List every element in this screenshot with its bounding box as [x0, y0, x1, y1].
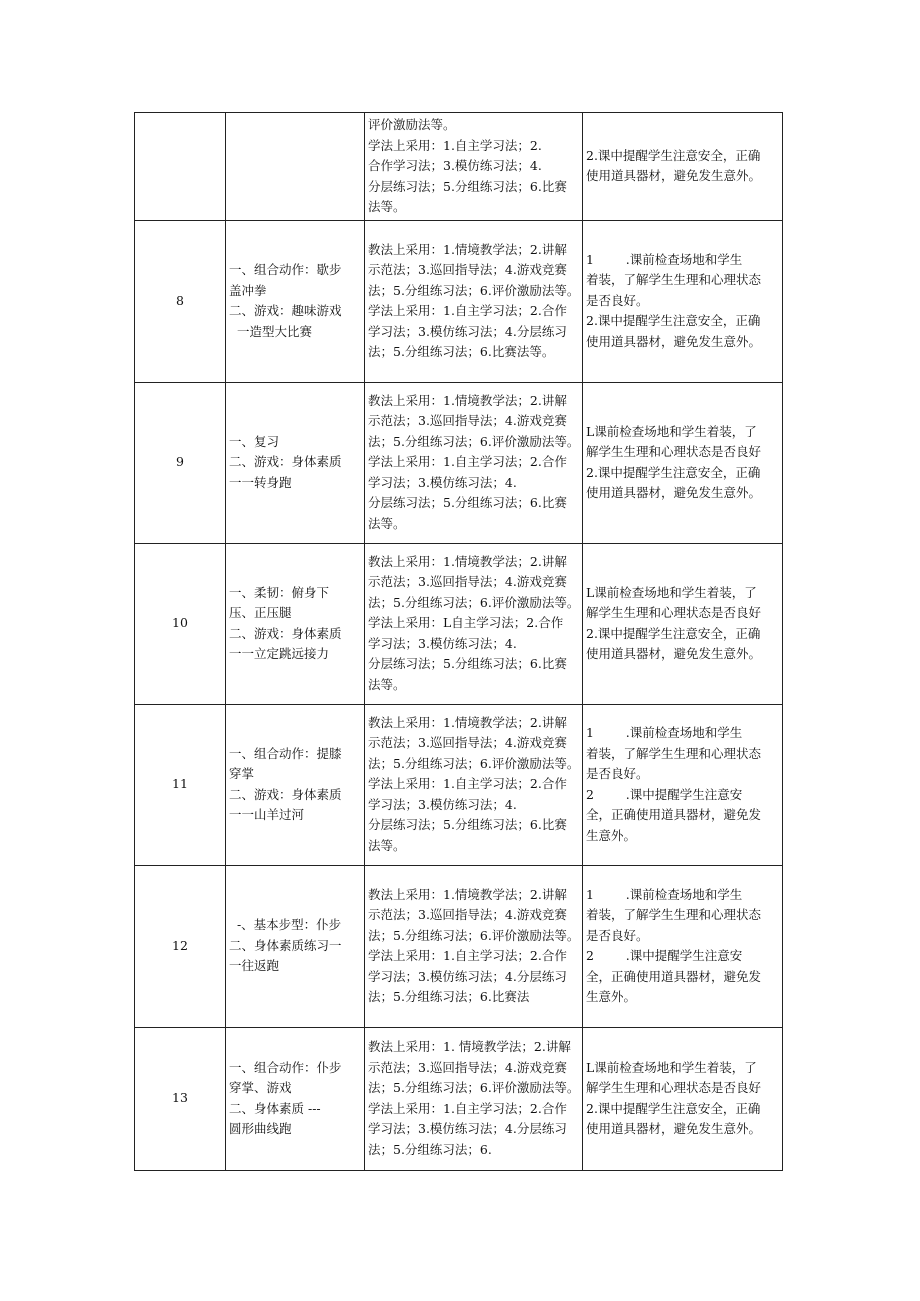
lesson-number-cell: [135, 113, 226, 221]
teaching-method-line: 学习法；3.模仿练习法；4.: [368, 474, 517, 490]
teaching-method-line: 教法上采用：1.情境教学法；2.讲解: [368, 714, 567, 730]
teaching-method-line: 法；5.分组练习法；6.比赛法等。: [368, 344, 555, 359]
teaching-method-line: 学法上采用：1.自主学习法；2.合作: [368, 303, 567, 318]
table-row: [135, 382, 783, 543]
lesson-content-line: 二、身体素质 ---: [229, 1100, 321, 1116]
teaching-method-line: 学法上采用：1.自主学习法；2.合作: [368, 1100, 567, 1116]
safety-note-line: 使用道具器材，避免发生意外。: [586, 646, 762, 661]
teaching-method-line: 教法上采用：1.情境教学法；2.讲解: [368, 392, 567, 408]
lesson-plan-table: [134, 112, 783, 1171]
lesson-number: 10: [172, 615, 188, 631]
lesson-content-line: 一、柔韧：俯身下: [229, 584, 330, 600]
teaching-method-line: 法；5.分组练习法；6.评价激励法等。: [368, 282, 579, 298]
lesson-number: 12: [172, 937, 188, 953]
lesson-content-line: 二、游戏：趣味游戏: [229, 303, 342, 318]
safety-note-line: 生意外。: [586, 827, 637, 843]
teaching-method-line: 法；5.分组练习法；6.评价激励法等。: [368, 594, 579, 610]
table-row: [135, 865, 783, 1027]
safety-note-line: L课前检查场地和学生着装，了: [586, 423, 757, 439]
table-row: [135, 220, 783, 382]
teaching-method-line: 学习法；3.模仿练习法；4.: [368, 796, 517, 812]
safety-note-line: 2.课中提醒学生注意安全，正确: [586, 1100, 761, 1116]
safety-note-line: 使用道具器材，避免发生意外。: [586, 485, 762, 500]
safety-note-line: L课前检查场地和学生着装，了: [586, 584, 757, 600]
lesson-content-line: 穿掌: [229, 766, 255, 781]
teaching-method-line: 分层练习法；5.分组练习法；6.比赛: [368, 656, 567, 672]
lesson-content-line: 压、正压腿: [229, 605, 292, 620]
teaching-method-line: 法；5.分组练习法；6.评价激励法等。: [368, 927, 579, 943]
safety-note-line: 2.课中提醒学生注意安全，正确: [586, 313, 761, 329]
safety-note-line: 着装，了解学生生理和心理状态: [586, 907, 762, 922]
lesson-content-line: 一、组合动作：歇步: [229, 262, 342, 277]
lesson-content-line: 穿掌、游戏: [229, 1080, 292, 1095]
lesson-content-line: -、基本步型：仆步: [229, 917, 342, 933]
lesson-content-line: 一、组合动作：仆步: [229, 1059, 342, 1075]
lesson-content-line: 二、游戏：身体素质: [229, 786, 342, 802]
safety-note-cell: [583, 704, 783, 865]
lesson-number-cell: [135, 382, 226, 543]
safety-note-line: L课前检查场地和学生着装，了: [586, 1059, 757, 1075]
lesson-content-line: 一、复习: [229, 433, 280, 449]
teaching-method-line: 法；5.分组练习法；6.比赛法: [368, 989, 530, 1004]
safety-note-cell: [583, 865, 783, 1027]
teaching-method-line: 示范法；3.巡回指导法；4.游戏竞赛: [368, 574, 567, 590]
safety-note-line: 解学生生理和心理状态是否良好: [586, 605, 762, 620]
lesson-number-cell: [135, 543, 226, 704]
teaching-method-line: 分层练习法；5.分组练习法；6.比赛: [368, 495, 567, 511]
table-row: [135, 543, 783, 704]
safety-note-line: 使用道具器材，避免发生意外。: [586, 1121, 762, 1136]
teaching-method-line: 示范法；3.巡回指导法；4.游戏竞赛: [368, 1059, 567, 1075]
lesson-content-line: 二、游戏：身体素质: [229, 625, 342, 641]
teaching-method-line: 分层练习法；5.分组练习法；6.比赛: [368, 817, 567, 833]
teaching-method-cell: [365, 382, 583, 543]
safety-note-line: 着装，了解学生生理和心理状态: [586, 272, 762, 288]
safety-note-line: 1 .课前检查场地和学生: [586, 725, 743, 740]
lesson-content-line: 一一山羊过河: [229, 807, 305, 822]
teaching-method-cell: [365, 113, 583, 221]
lesson-content-line: 一、组合动作：提膝: [229, 745, 342, 761]
lesson-number: 11: [172, 776, 188, 792]
safety-note-line: 使用道具器材，避免发生意外。: [586, 168, 762, 184]
safety-note-line: 1 .课前检查场地和学生: [586, 886, 743, 902]
teaching-method-cell: [365, 865, 583, 1027]
lesson-plan-body: [135, 113, 783, 1171]
lesson-number: 8: [176, 292, 184, 308]
teaching-method-line: 教法上采用：1.情境教学法；2.讲解: [368, 886, 567, 902]
teaching-method-cell: [365, 704, 583, 865]
lesson-content-cell: [226, 220, 365, 382]
lesson-content-line: 一一转身跑: [229, 474, 292, 490]
safety-note-line: 是否良好。: [586, 292, 649, 308]
teaching-method-line: 学习法；3.模仿练习法；4.: [368, 635, 517, 651]
lesson-content-cell: [226, 865, 365, 1027]
safety-note-line: 2 .课中提醒学生注意安: [586, 948, 743, 963]
teaching-method-line: 学法上采用：1.自主学习法；2.合作: [368, 776, 567, 792]
teaching-method-line: 学法上采用：1.自主学习法；2.: [368, 137, 542, 153]
lesson-content-line: 一往返跑: [229, 958, 280, 974]
teaching-method-line: 学法上采用：L自主学习法；2.合作: [368, 615, 564, 631]
lesson-number: 13: [172, 1090, 188, 1106]
safety-note-line: 全，正确使用道具器材，避免发: [586, 807, 762, 822]
teaching-method-line: 法等。: [368, 515, 406, 531]
safety-note-cell: [583, 1027, 783, 1170]
teaching-method-line: 法等。: [368, 837, 406, 853]
teaching-method-line: 法等。: [368, 676, 406, 692]
safety-note-line: 是否良好。: [586, 766, 649, 781]
lesson-content-cell: [226, 704, 365, 865]
lesson-content-cell: [226, 1027, 365, 1170]
safety-note-cell: [583, 543, 783, 704]
lesson-content-cell: [226, 543, 365, 704]
lesson-content-line: 圆形曲线跑: [229, 1121, 292, 1136]
teaching-method-line: 学习法；3.模仿练习法；4.分层练习: [368, 323, 567, 339]
teaching-method-line: 法；5.分组练习法；6.评价激励法等。: [368, 1080, 579, 1095]
table-row: [135, 113, 783, 221]
teaching-method-line: 学法上采用：1.自主学习法；2.合作: [368, 454, 567, 470]
lesson-number-cell: [135, 865, 226, 1027]
teaching-method-line: 评价激励法等。: [368, 117, 456, 132]
teaching-method-line: 示范法；3.巡回指导法；4.游戏竞赛: [368, 262, 567, 277]
lesson-content-line: 一一立定跳远接力: [229, 646, 330, 661]
lesson-number-cell: [135, 704, 226, 865]
table-row: [135, 1027, 783, 1170]
safety-note-cell: [583, 382, 783, 543]
safety-note-cell: [583, 113, 783, 221]
teaching-method-cell: [365, 1027, 583, 1170]
safety-note-line: 1 .课前检查场地和学生: [586, 251, 743, 267]
table-row: [135, 704, 783, 865]
safety-note-line: 生意外。: [586, 989, 637, 1004]
lesson-number: 9: [176, 454, 184, 470]
lesson-content-line: 盖冲拳: [229, 282, 267, 298]
teaching-method-line: 法等。: [368, 199, 406, 214]
lesson-content-cell: [226, 382, 365, 543]
lesson-content-cell: [226, 113, 365, 221]
teaching-method-cell: [365, 543, 583, 704]
safety-note-line: 使用道具器材，避免发生意外。: [586, 333, 762, 349]
teaching-method-line: 学习法；3.模仿练习法；4.分层练习: [368, 1121, 567, 1136]
lesson-number-cell: [135, 1027, 226, 1170]
safety-note-line: 2.课中提醒学生注意安全，正确: [586, 464, 761, 480]
safety-note-line: 解学生生理和心理状态是否良好: [586, 1080, 762, 1095]
teaching-method-cell: [365, 220, 583, 382]
lesson-content-line: 一造型大比赛: [229, 323, 312, 339]
safety-note-line: 着装，了解学生生理和心理状态: [586, 745, 762, 761]
lesson-content-line: 二、身体素质练习一: [229, 937, 342, 953]
safety-note-line: 2.课中提醒学生注意安全，正确: [586, 147, 761, 163]
teaching-method-line: 学法上采用：1.自主学习法；2.合作: [368, 948, 567, 963]
teaching-method-line: 教法上采用：1.情境教学法；2.讲解: [368, 553, 567, 569]
teaching-method-line: 法；5.分组练习法；6.评价激励法等。: [368, 433, 579, 449]
lesson-number-cell: [135, 220, 226, 382]
teaching-method-line: 合作学习法；3.模仿练习法；4.: [368, 158, 542, 173]
teaching-method-line: 分层练习法；5.分组练习法；6.比赛: [368, 178, 567, 194]
safety-note-line: 2 .课中提醒学生注意安: [586, 786, 743, 802]
safety-note-line: 全，正确使用道具器材，避免发: [586, 968, 762, 984]
lesson-content-line: 二、游戏：身体素质: [229, 454, 342, 470]
safety-note-cell: [583, 220, 783, 382]
teaching-method-line: 法；5.分组练习法；6.: [368, 1141, 492, 1157]
teaching-method-line: 教法上采用：1.情境教学法；2.讲解: [368, 241, 567, 257]
teaching-method-line: 教法上采用：1. 情境教学法；2.讲解: [368, 1039, 571, 1054]
teaching-method-line: 学习法；3.模仿练习法；4.分层练习: [368, 968, 567, 984]
teaching-method-line: 示范法；3.巡回指导法；4.游戏竞赛: [368, 907, 567, 922]
safety-note-line: 是否良好。: [586, 927, 649, 943]
teaching-method-line: 示范法；3.巡回指导法；4.游戏竞赛: [368, 413, 567, 429]
teaching-method-line: 示范法；3.巡回指导法；4.游戏竞赛: [368, 735, 567, 751]
safety-note-line: 解学生生理和心理状态是否良好: [586, 444, 762, 459]
teaching-method-line: 法；5.分组练习法；6.评价激励法等。: [368, 755, 579, 771]
safety-note-line: 2.课中提醒学生注意安全，正确: [586, 625, 761, 641]
